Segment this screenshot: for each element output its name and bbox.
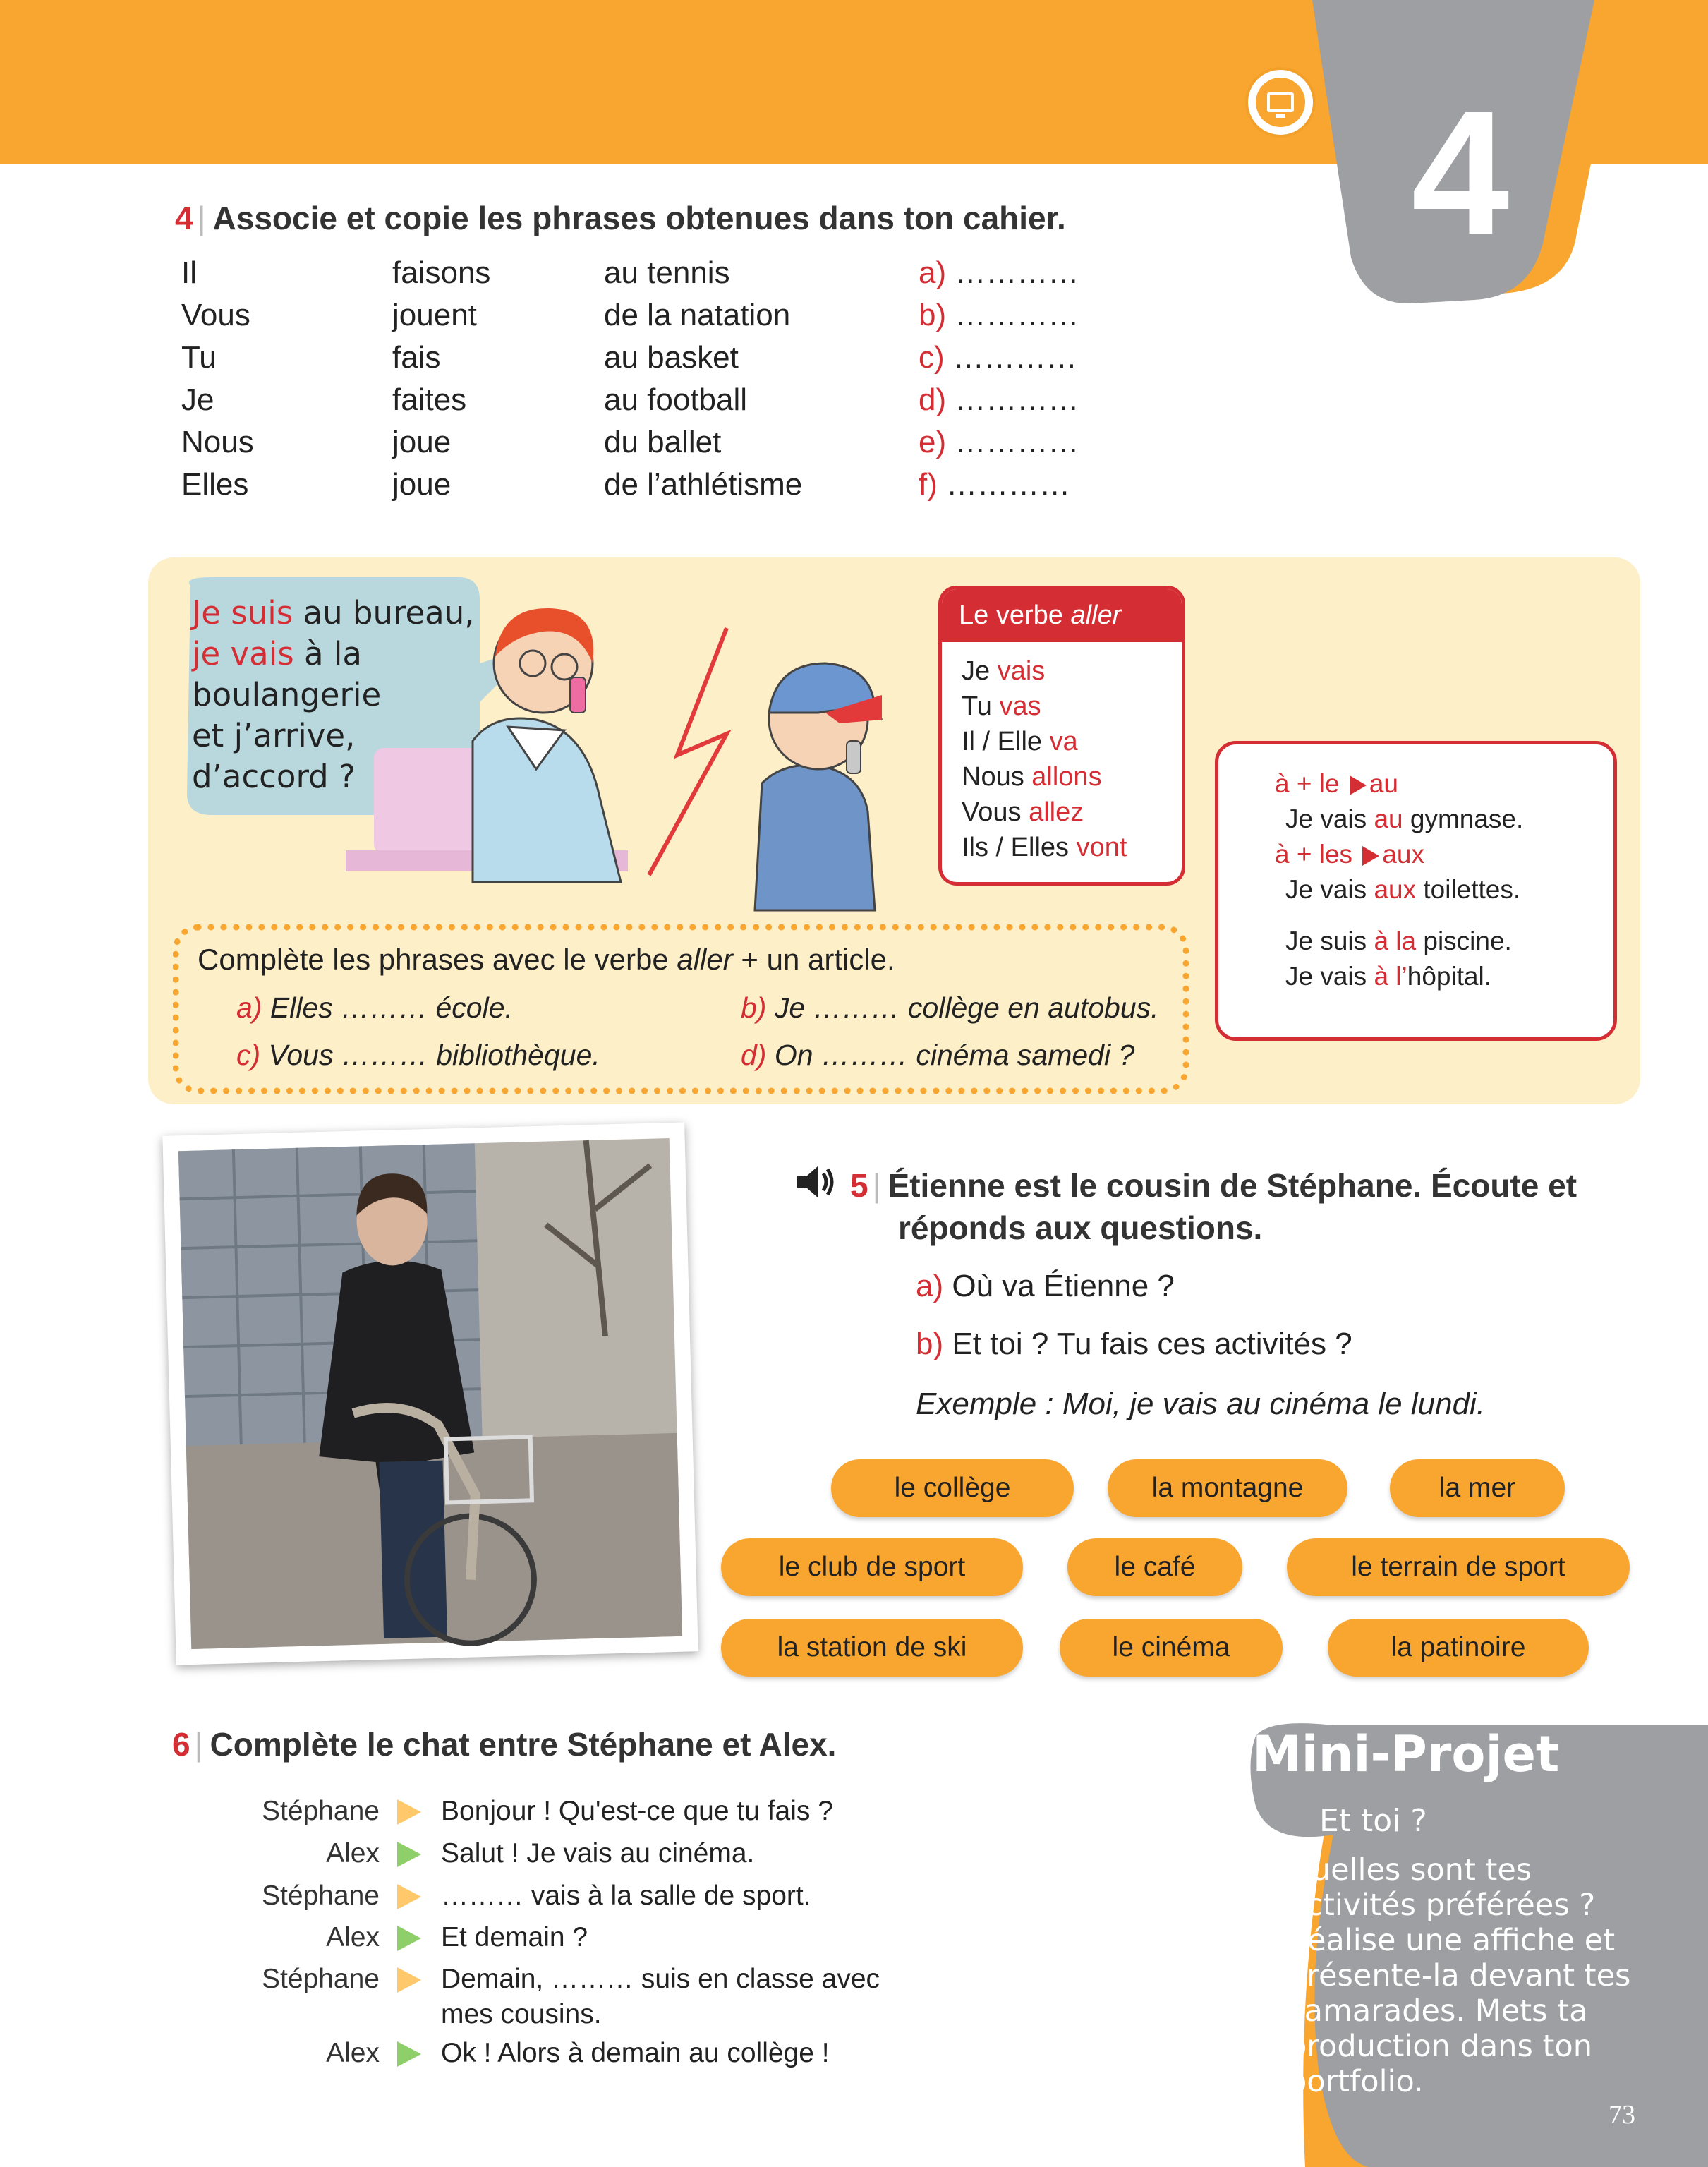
rule-au-example: Je vais au gymnase. xyxy=(1285,804,1524,833)
fill-in-instruction: Complète les phrases avec le verbe aller + un article. xyxy=(198,943,895,976)
chat-message: Et demain ? xyxy=(441,1922,588,1952)
arrow-right-icon xyxy=(1350,775,1367,795)
chat-message: Ok ! Alors à demain au collège ! xyxy=(441,2038,830,2068)
chat-message: ……… vais à la salle de sport. xyxy=(441,1881,811,1911)
woman-phone xyxy=(570,677,586,713)
rule-aux: à + les aux xyxy=(1275,840,1424,869)
photo-image xyxy=(162,1122,698,1665)
chat-speaker: Alex xyxy=(326,2038,380,2068)
chat-speaker: Alex xyxy=(326,1838,380,1869)
ex4-answer: f) ………… xyxy=(919,467,1071,502)
ex4-col1: Vous xyxy=(181,298,250,332)
chat-speaker: Alex xyxy=(326,1922,380,1952)
place-pill: le terrain de sport xyxy=(1287,1538,1630,1596)
verb-aller-box xyxy=(938,586,1185,886)
place-pill: la montagne xyxy=(1108,1459,1347,1517)
boy-phone xyxy=(847,741,861,773)
place-pill: la mer xyxy=(1390,1459,1565,1517)
chat-message: Demain, ……… suis en classe avec xyxy=(441,1964,880,1994)
chat-message: Bonjour ! Qu'est-ce que tu fais ? xyxy=(441,1796,833,1826)
arrow-right-icon xyxy=(397,1884,421,1909)
rule-au: à + le au xyxy=(1275,769,1398,798)
verb-row: Tu vas xyxy=(962,692,1041,721)
ex4-col3: de l’athlétisme xyxy=(604,467,803,502)
speaker-icon[interactable] xyxy=(794,1161,836,1203)
mini-projet-subtitle: Et toi ? xyxy=(1319,1803,1427,1839)
arrow-right-icon xyxy=(397,1926,421,1951)
ex4-col3: au football xyxy=(604,382,748,417)
boy-body xyxy=(755,765,875,910)
place-pill: le café xyxy=(1067,1538,1242,1596)
ex4-col1: Il xyxy=(181,255,197,290)
arrow-right-icon xyxy=(397,1842,421,1867)
fill-in-item-c: c) Vous ……… bibliothèque. xyxy=(236,1039,600,1071)
ex4-col1: Je xyxy=(181,382,214,417)
place-pill: le club de sport xyxy=(721,1538,1023,1596)
ex4-col2: joue xyxy=(392,467,452,502)
page-number: 73 xyxy=(1609,2100,1635,2130)
exercise4-title: 4 | Associe et copie les phrases obtenues dans ton cahier. xyxy=(175,200,1066,236)
ex4-col3: de la natation xyxy=(604,298,791,332)
photo-man-on-bike xyxy=(162,1122,698,1665)
exercise5-question-a: a) Où va Étienne ? xyxy=(916,1269,1175,1303)
ex4-col2: faisons xyxy=(392,255,491,290)
ex4-answer: c) ………… xyxy=(919,340,1077,375)
verb-row: Nous allons xyxy=(962,762,1102,792)
exercise5-example: Exemple : Moi, je vais au cinéma le lundi. xyxy=(916,1387,1486,1421)
place-pill: le collège xyxy=(831,1459,1074,1517)
place-pill: le cinéma xyxy=(1060,1619,1283,1677)
ex4-col2: jouent xyxy=(392,298,477,332)
rule-a-l-example: Je vais à l’hôpital. xyxy=(1285,962,1492,991)
ex4-col2: faites xyxy=(392,382,467,417)
mini-projet-body: Quelles sont tes activités préférées ? Réalise une affiche et présente-la devant tes camarades. Mets ta production dans ton portfolio. xyxy=(1288,1852,1631,2099)
mini-projet-title: Mini-Projet xyxy=(1252,1725,1560,1783)
verb-row: Il / Elle va xyxy=(962,727,1078,756)
place-pill: la station de ski xyxy=(721,1619,1023,1677)
verb-box-title: Le verbe aller xyxy=(942,589,1182,642)
arrow-right-icon xyxy=(397,1799,421,1825)
exercise5-question-b: b) Et toi ? Tu fais ces activités ? xyxy=(916,1327,1352,1361)
place-pill: la patinoire xyxy=(1328,1619,1589,1677)
verb-row: Je vais xyxy=(962,656,1046,686)
ex4-col1: Elles xyxy=(181,467,249,502)
ex4-col1: Nous xyxy=(181,425,254,459)
exercise4-number: 4 xyxy=(175,200,193,236)
arrow-right-icon xyxy=(1362,846,1379,866)
fill-in-item-d: d) On ……… cinéma samedi ? xyxy=(741,1039,1135,1071)
chat-speaker: Stéphane xyxy=(262,1796,380,1826)
ex4-col3: au basket xyxy=(604,340,739,375)
chat-message: Salut ! Je vais au cinéma. xyxy=(441,1838,755,1869)
chat-message: mes cousins. xyxy=(441,1999,602,2029)
ex4-col3: du ballet xyxy=(604,425,722,459)
ex4-answer: a) ………… xyxy=(919,255,1079,290)
ex4-answer: b) ………… xyxy=(919,298,1079,332)
lightning-bolt xyxy=(649,628,727,875)
exercise5-number: 5 xyxy=(850,1167,868,1204)
exercise6-title: 6 | Complète le chat entre Stéphane et Alex. xyxy=(172,1726,837,1763)
rule-aux-example: Je vais aux toilettes. xyxy=(1285,875,1521,904)
ex4-col1: Tu xyxy=(181,340,217,375)
ex4-col2: joue xyxy=(392,425,452,459)
ex4-answer: d) ………… xyxy=(919,382,1079,417)
ex4-answer: e) ………… xyxy=(919,425,1079,459)
chapter-number: 4 xyxy=(1411,74,1510,271)
computer-icon[interactable] xyxy=(1245,67,1316,138)
arrow-right-icon xyxy=(397,1967,421,1993)
speech-bubble-text: Je suis au bureau, je vais à la boulangerie et j’arrive, d’accord ? xyxy=(192,594,475,795)
fill-in-item-b: b) Je ……… collège en autobus. xyxy=(741,991,1159,1024)
arrow-right-icon xyxy=(397,2041,421,2067)
exercise5-title: 5 | Étienne est le cousin de Stéphane. Écoute et réponds aux questions. xyxy=(850,1167,1577,1246)
fill-in-item-a: a) Elles ……… école. xyxy=(236,991,513,1024)
chat-speaker: Stéphane xyxy=(262,1881,380,1911)
ex4-col3: au tennis xyxy=(604,255,730,290)
contraction-rules-box xyxy=(1215,741,1617,1041)
rule-a-la-example: Je suis à la piscine. xyxy=(1285,926,1512,955)
exercise6-number: 6 xyxy=(172,1726,190,1763)
chat-speaker: Stéphane xyxy=(262,1964,380,1994)
verb-row: Ils / Elles vont xyxy=(962,833,1127,862)
ex4-col2: fais xyxy=(392,340,441,375)
verb-row: Vous allez xyxy=(962,797,1084,827)
